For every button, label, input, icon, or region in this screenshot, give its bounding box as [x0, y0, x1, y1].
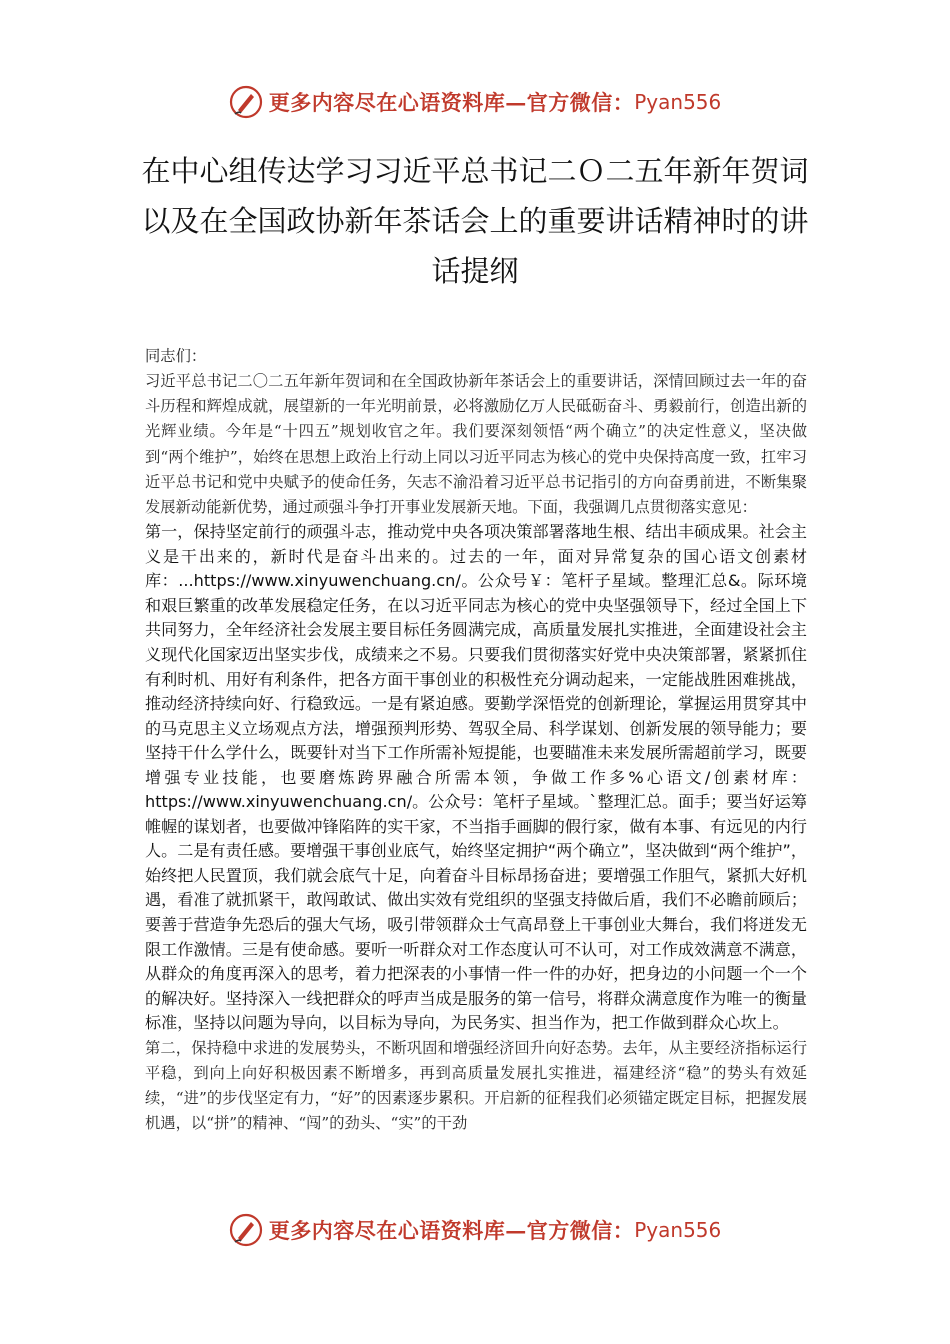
- footer-watermark-banner: [0, 1210, 950, 1250]
- paragraph-first-point: 第一，保持坚定前行的顽强斗志，推动党中央各项决策部署落地生根、结出丰硕成果。社会主义是干出来的，新时代是奋斗出来的。过去的一年，面对异常复杂的国心语文创素材库：...https://www.xinyuwenchuang.cn/。公众号￥：笔杆子星域。整理汇总&。际环境和艰巨繁重的改革发展稳定任务，在以习近平同志为核心的党中央坚强领导下，经过全国上下共同努力，全年经济社会发展主要目标任务圆满完成，高质量发展扎实推进，全面建设社会主义现代化国家迈出坚实步伐，成绩来之不易。只要我们贯彻落实好党中央决策部署，紧紧抓住有利时机、用好有利条件，把各方面干事创业的积极性充分调动起来，一定能战胜困难挑战，推动经济持续向好、行稳致远。一是有紧迫感。要勤学深悟党的创新理论，掌握运用贯穿其中的马克思主义立场观点方法，增强预判形势、驾驭全局、科学谋划、创新发展的领导能力；要坚持干什么学什么，既要针对当下工作所需补短提能，也要瞄准未来发展所需超前学习，既要增强专业技能，也要磨炼跨界融合所需本领，争做工作多%心语文/创素材库：https://www.xinyuwenchuang.cn/。公众号：笔杆子星域。`整理汇总。面手；要当好运筹帷幄的谋划者，也要做冲锋陷阵的实干家，不当指手画脚的假行家，做有本事、有远见的内行人。二是有责任感。要增强干事创业底气，始终坚定拥护“两个确立”，坚决做到“两个维护”，始终把人民置顶，我们就会底气十足，向着奋斗目标昂扬奋进；要增强工作胆气，紧抓大好机遇，看准了就抓紧干，敢闯敢试、做出实效有党组织的坚强支持做后盾，我们不必瞻前顾后；要善于营造争先恐后的强大气场，吸引带领群众士气高昂登上干事创业大舞台，我们将迸发无限工作激情。三是有使命感。要听一听群众对工作态度认可不认可，对工作成效满意不满意，从群众的角度再深入的思考，着力把深表的小事情一件一件的办好，把身边的小问题一个一个的解决好。坚持深入一线把群众的呼声当成是服务的第一信号，将群众满意度作为唯一的衡量标准，坚持以问题为导向，以目标为导向，为民务实、担当作为，把工作做到群众心坎上。: [145, 522, 807, 1033]
- document-title: 在中心组传达学习习近平总书记二Ｏ二五年新年贺词以及在全国政协新年茶话会上的重要讲话精神时的讲话提纲: [141, 154, 809, 288]
- banner-wechat-id: Pyan556: [634, 1218, 722, 1242]
- pen-circle-logo-icon: [229, 1213, 263, 1247]
- paragraph-second-point: 第二，保持稳中求进的发展势头，不断巩固和增强经济回升向好态势。去年，从主要经济指标运行平稳，到向上向好积极因素不断增多，再到高质量发展扎实推进，福建经济“稳”的势头有效延续，“进”的步伐坚定有力，“好”的因素逐步累积。开启新的征程我们必须锚定既定目标，把握发展机遇，以“拼”的精神、“闯”的劲头、“实”的干劲: [145, 1038, 807, 1133]
- pen-circle-logo-icon: [229, 85, 263, 119]
- greeting: 同志们：: [145, 347, 207, 365]
- paragraph-intro: 习近平总书记二〇二五年新年贺词和在全国政协新年茶话会上的重要讲话，深情回顾过去一年的奋斗历程和辉煌成就，展望新的一年光明前景，必将激励亿万人民砥砺奋斗、勇毅前行，创造出新的光辉业绩。今年是“十四五”规划收官之年。我们要深刻领悟“两个确立”的决定性意义，坚决做到“两个维护”，始终在思想上政治上行动上同以习近平同志为核心的党中央保持高度一致，扛牢习近平总书记和党中央赋予的使命任务，矢志不渝沿着习近平总书记指引的方向奋勇前进，不断集聚发展新动能新优势，通过顽强斗争打开事业发展新天地。下面，我强调几点贯彻落实意见：: [145, 372, 807, 517]
- banner-text: 更多内容尽在心语资料库—官方微信：: [268, 1218, 635, 1243]
- banner-text: 更多内容尽在心语资料库—官方微信：: [268, 90, 635, 115]
- header-watermark-banner: [0, 82, 950, 122]
- document-body: [145, 344, 807, 1137]
- banner-wechat-id: Pyan556: [634, 90, 722, 114]
